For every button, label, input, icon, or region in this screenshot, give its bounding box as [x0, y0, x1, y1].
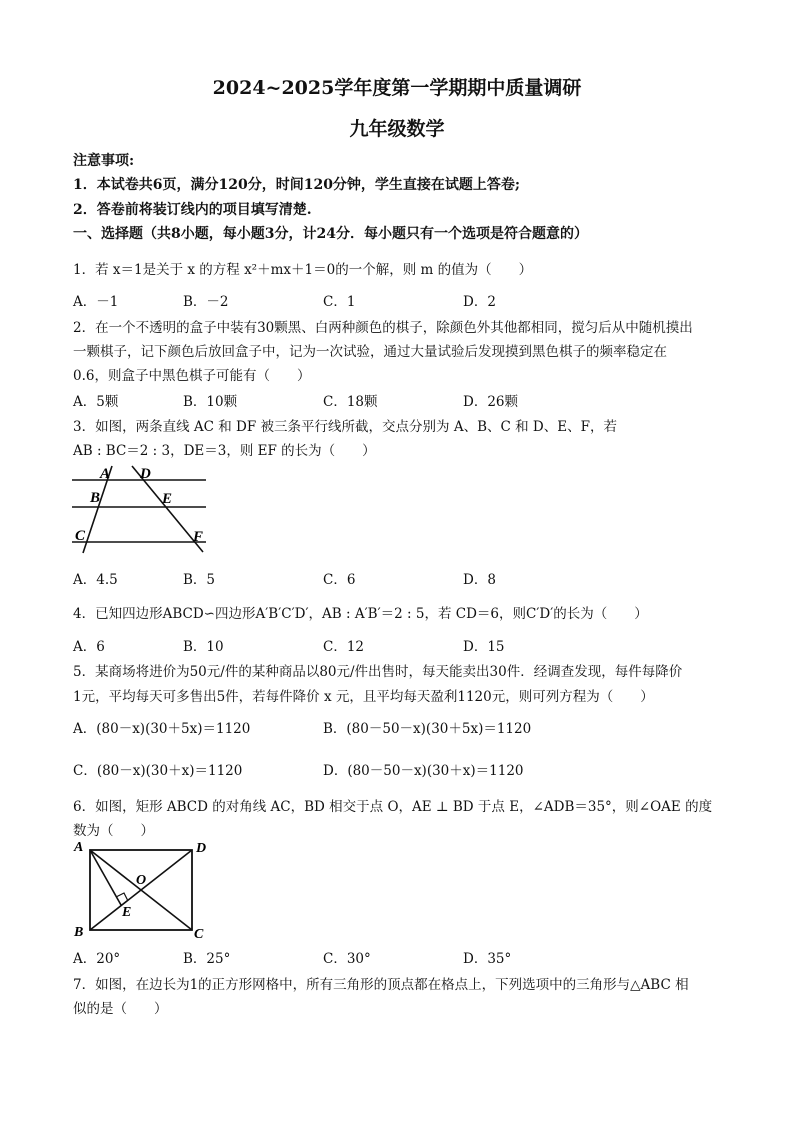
- label-f: F: [193, 529, 204, 545]
- q3-option-a: A．4.5: [73, 572, 118, 588]
- q1-option-a: A．－1: [73, 294, 119, 310]
- label-b: B: [90, 490, 101, 506]
- question-3-line: AB : BC＝2 : 3，DE＝3，则 EF 的长为（ ）: [73, 443, 376, 459]
- label-e: E: [162, 491, 173, 507]
- q6-option-d: D．35°: [463, 951, 512, 967]
- q5-option-b: B．(80－50－x)(30＋5x)＝1120: [323, 721, 532, 737]
- label-d: D: [140, 466, 151, 482]
- question-5-line: 1元，平均每天可多售出5件，若每件降价 x 元，且平均每天盈利1120元，则可列方程为（ ）: [73, 689, 654, 705]
- q6-option-a: A．20°: [73, 951, 121, 967]
- q1-option-b: B．－2: [183, 294, 229, 310]
- q4-option-c: C．12: [323, 639, 365, 655]
- q2-option-c: C．18颗: [323, 394, 378, 410]
- q2-option-a: A．5颗: [73, 394, 119, 410]
- label-c: C: [75, 528, 86, 544]
- question-6-line: 数为（ ）: [73, 823, 154, 839]
- question-6-line: 6．如图，矩形 ABCD 的对角线 AC，BD 相交于点 O，AE ⊥ BD 于点 E，∠ADB＝35°，则∠OAE 的度: [73, 799, 713, 815]
- label-a: A: [100, 466, 111, 482]
- q3-option-d: D．8: [463, 572, 496, 588]
- label-o: O: [136, 873, 147, 888]
- question-7-line: 7．如图，在边长为1的正方形网格中，所有三角形的顶点都在格点上，下列选项中的三角形与△ABC 相: [73, 977, 689, 993]
- q3-option-c: C．6: [323, 572, 356, 588]
- label-e: E: [122, 905, 132, 920]
- question-7-line: 似的是（ ）: [73, 1001, 168, 1017]
- q2-option-d: D．26颗: [463, 394, 519, 410]
- question-2-line: 0.6，则盒子中黑色棋子可能有（ ）: [73, 368, 311, 384]
- q5-option-d: D．(80－50－x)(30＋x)＝1120: [323, 763, 524, 779]
- notes-item: 1．本试卷共6页，满分120分，时间120分钟，学生直接在试题上答卷;: [73, 177, 521, 193]
- question-5-line: 5．某商场将进价为50元/件的某种商品以80元/件出售时，每天能卖出30件．经调查发现，每件每降价: [73, 664, 683, 680]
- notes-heading: 注意事项:: [73, 153, 135, 169]
- label-b: B: [74, 925, 84, 940]
- parallel-lines-figure: [70, 462, 210, 556]
- q1-option-d: D．2: [463, 294, 496, 310]
- q2-option-b: B．10颗: [183, 394, 238, 410]
- q3-option-b: B．5: [183, 572, 216, 588]
- page-subtitle: 九年级数学: [349, 118, 445, 140]
- question-1: 1．若 x＝1是关于 x 的方程 x²＋mx＋1＝0的一个解，则 m 的值为（ ）: [73, 262, 533, 278]
- q4-option-b: B．10: [183, 639, 224, 655]
- q6-option-b: B．25°: [183, 951, 231, 967]
- question-2-line: 2．在一个不透明的盒子中装有30颗黑、白两种颜色的棋子，除颜色外其他都相同，搅匀后从中随机摸出: [73, 320, 693, 336]
- rectangle-figure: [70, 838, 220, 942]
- label-c: C: [194, 927, 204, 942]
- question-2-line: 一颗棋子，记下颜色后放回盒子中，记为一次试验，通过大量试验后发现摸到黑色棋子的频率稳定在: [73, 344, 667, 360]
- label-a: A: [74, 840, 84, 855]
- question-4: 4．已知四边形ABCD∽四边形A′B′C′D′，AB : A′B′＝2 : 5，若 CD＝6，则C′D′的长为（ ）: [73, 606, 648, 622]
- notes-item: 2．答卷前将装订线内的项目填写清楚.: [73, 202, 312, 218]
- label-d: D: [196, 841, 207, 856]
- q4-option-d: D．15: [463, 639, 505, 655]
- question-3-line: 3．如图，两条直线 AC 和 DF 被三条平行线所截，交点分别为 A、B、C 和 D、E、F，若: [73, 419, 617, 435]
- page-title: 2024~2025学年度第一学期期中质量调研: [212, 77, 582, 99]
- q5-option-a: A．(80－x)(30＋5x)＝1120: [73, 721, 251, 737]
- q5-option-c: C．(80－x)(30＋x)＝1120: [73, 763, 243, 779]
- q6-option-c: C．30°: [323, 951, 371, 967]
- q4-option-a: A．6: [73, 639, 105, 655]
- section-heading: 一、选择题（共8小题，每小题3分，计24分．每小题只有一个选项是符合题意的）: [73, 226, 588, 242]
- q1-option-c: C．1: [323, 294, 356, 310]
